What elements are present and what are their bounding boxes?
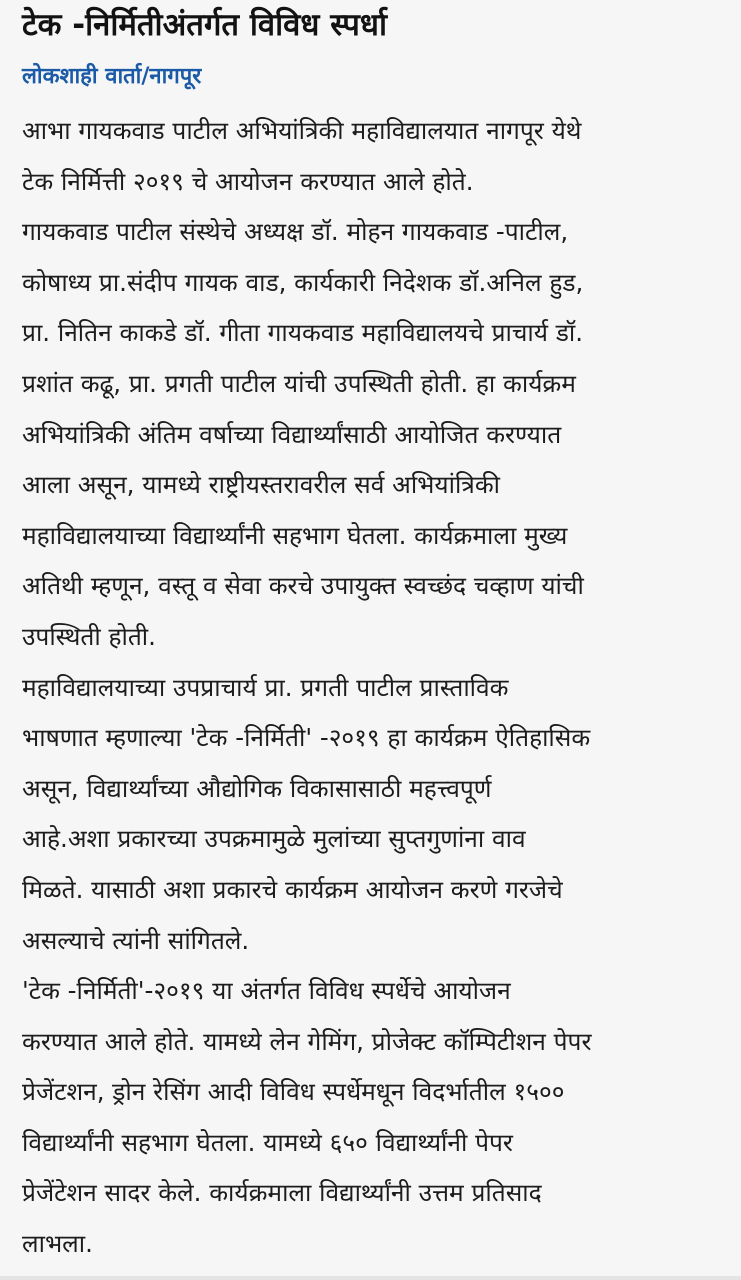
article-body-line: लाभला.	[22, 1229, 93, 1259]
article-body	[22, 106, 730, 1270]
article-body-line: गायकवाड पाटील संस्थेचे अध्यक्ष डॉ. मोहन गायकवाड -पाटील,	[22, 217, 569, 247]
article-byline: लोकशाही वार्ता/नागपूर	[22, 64, 202, 89]
article-body-line: आहे.अशा प्रकारच्या उपक्रमामुळे मुलांच्या सुप्तगुणांना वाव	[22, 824, 526, 854]
article-body-line: असल्याचे त्यांनी सांगितले.	[22, 925, 250, 955]
article-body-line: आला असून, यामध्ये राष्ट्रीयस्तरावरील सर्व अभियांत्रिकी	[22, 470, 500, 500]
article-body-line: प्रा. नितिन काकडे डॉ. गीता गायकवाड महाविद्यालयचे प्राचार्य डॉ.	[22, 318, 584, 348]
article-body-line: आभा गायकवाड पाटील अभियांत्रिकी महाविद्यालयात नागपूर येथे	[22, 116, 582, 145]
article-body-line: प्रशांत कढू, प्रा. प्रगती पाटील यांची उपस्थिती होती. हा कार्यक्रम	[22, 368, 576, 398]
bottom-divider	[0, 1276, 741, 1280]
article-body-line: उपस्थिती होती.	[22, 621, 156, 651]
article-body-line: भाषणात म्हणाल्या 'टेक -निर्मिती' -२०१९ हा कार्यक्रम ऐतिहासिक	[22, 723, 591, 753]
article-body-line: महाविद्यालयाच्या विद्यार्थ्यांनी सहभाग घेतला. कार्यक्रमाला मुख्य	[22, 520, 568, 550]
article-body-line: अतिथी म्हणून, वस्तू व सेवा करचे उपायुक्त स्वच्छंद चव्हाण यांची	[22, 571, 584, 601]
article-body-line: टेक निर्मित्ती २०१९ चे आयोजन करण्यात आले होते.	[22, 166, 474, 196]
article-headline: टेक -निर्मितीअंतर्गत विविध स्पर्धा	[22, 7, 388, 43]
article-body-line: महाविद्यालयाच्या उपप्राचार्य प्रा. प्रगती पाटील प्रास्ताविक	[22, 672, 509, 702]
article-body-line: कोषाध्य प्रा.संदीप गायक वाड, कार्यकारी निदेशक डॉ.अनिल हुड,	[22, 267, 584, 297]
article-body-line: विद्यार्थ्यांनी सहभाग घेतला. यामध्ये ६५० विद्यार्थ्यांनी पेपर	[22, 1127, 513, 1157]
article-body-line: असून, विद्यार्थ्यांच्या औद्योगिक विकासासाठी महत्त्वपूर्ण	[22, 773, 492, 803]
article-body-line: 'टेक -निर्मिती'-२०१९ या अंतर्गत विविध स्पर्धेचे आयोजन	[22, 976, 511, 1006]
article-body-line: मिळते. यासाठी अशा प्रकारचे कार्यक्रम आयोजन करणे गरजेचे	[22, 874, 563, 904]
article-body-line: अभियांत्रिकी अंतिम वर्षाच्या विद्यार्थ्यांसाठी आयोजित करण्यात	[22, 419, 562, 449]
article-body-line: करण्यात आले होते. यामध्ये लेन गेमिंग, प्रोजेक्ट कॉम्पिटीशन पेपर	[22, 1026, 592, 1056]
article-body-line: प्रेजेंटशन, ड्रोन रेसिंग आदी विविध स्पर्धेमधून विदर्भातील १५००	[22, 1077, 565, 1107]
article-body-line: प्रेजेंटेशन सादर केले. कार्यक्रमाला विद्यार्थ्यांनी उत्तम प्रतिसाद	[22, 1178, 542, 1208]
